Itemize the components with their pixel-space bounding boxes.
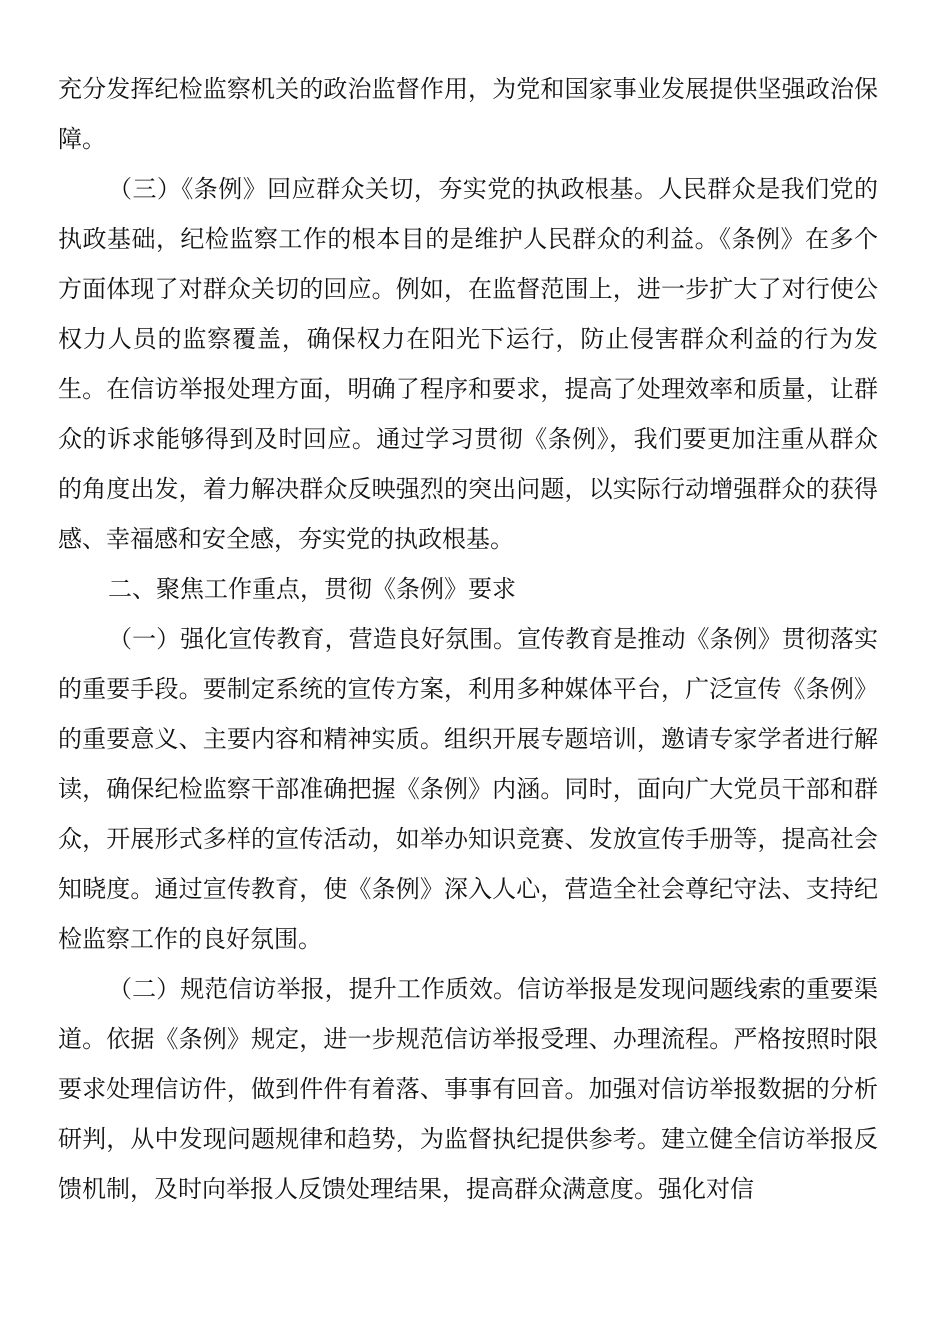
document-body	[58, 64, 878, 1214]
paragraph-subsection-1: （一）强化宣传教育，营造良好氛围。宣传教育是推动《条例》贯彻落实的重要手段。要制定系统的宣传方案，利用多种媒体平台，广泛宣传《条例》的重要意义、主要内容和精神实质。组织开展专题培训，邀请专家学者进行解读，确保纪检监察干部准确把握《条例》内涵。同时，面向广大党员干部和群众，开展形式多样的宣传活动，如举办知识竞赛、发放宣传手册等，提高社会知晓度。通过宣传教育，使《条例》深入人心，营造全社会尊纪守法、支持纪检监察工作的良好氛围。	[58, 625, 878, 953]
paragraph-section-3: （三）《条例》回应群众关切，夯实党的执政根基。人民群众是我们党的执政基础，纪检监察工作的根本目的是维护人民群众的利益。《条例》在多个方面体现了对群众关切的回应。例如，在监督范围上，进一步扩大了对行使公权力人员的监察覆盖，确保权力在阳光下运行，防止侵害群众利益的行为发生。在信访举报处理方面，明确了程序和要求，提高了处理效率和质量，让群众的诉求能够得到及时回应。通过学习贯彻《条例》，我们要更加注重从群众的角度出发，着力解决群众反映强烈的突出问题，以实际行动增强群众的获得感、幸福感和安全感，夯实党的执政根基。	[58, 175, 878, 553]
paragraph-subsection-2: （二）规范信访举报，提升工作质效。信访举报是发现问题线索的重要渠道。依据《条例》规定，进一步规范信访举报受理、办理流程。严格按照时限要求处理信访件，做到件件有着落、事事有回音。加强对信访举报数据的分析研判，从中发现问题规律和趋势，为监督执纪提供参考。建立健全信访举报反馈机制，及时向举报人反馈处理结果，提高群众满意度。强化对信	[58, 975, 878, 1203]
section-heading-2: 二、聚焦工作重点，贯彻《条例》要求	[108, 575, 516, 603]
paragraph-continuation: 充分发挥纪检监察机关的政治监督作用，为党和国家事业发展提供坚强政治保障。	[58, 75, 878, 153]
